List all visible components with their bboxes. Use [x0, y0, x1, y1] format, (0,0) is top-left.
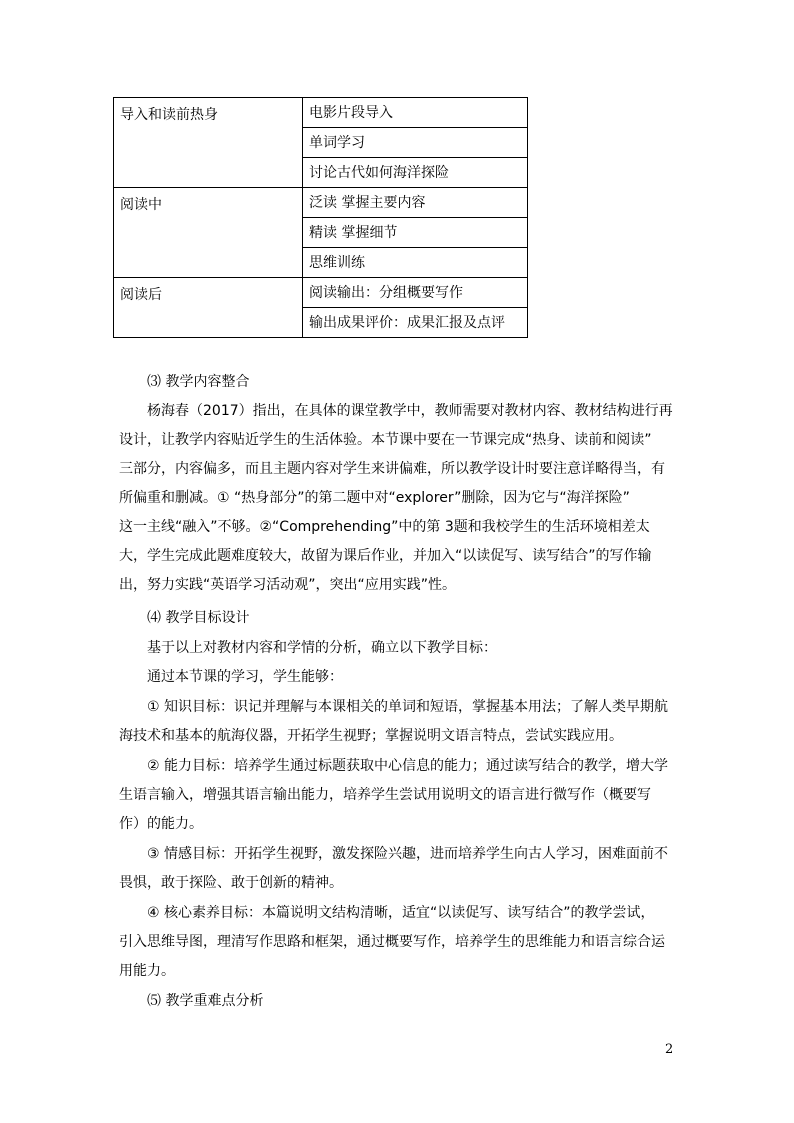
stage-cell: 阅读后 — [114, 278, 303, 338]
activity-cell: 思维训练 — [303, 248, 528, 278]
activity-cell: 阅读输出：分组概要写作 — [303, 278, 528, 308]
paragraph-line: 引入思维导图，理清写作思路和框架，通过概要写作，培养学生的思维能力和语言综合运 — [119, 934, 665, 950]
section-heading: ⑸ 教学重难点分析 — [147, 993, 264, 1009]
paragraph-line: 三部分，内容偏多，而且主题内容对学生来讲偏难，所以教学设计时要注意详略得当，有 — [119, 461, 665, 477]
activity-cell: 电影片段导入 — [303, 98, 528, 128]
paragraph-line: ④ 核心素养目标：本篇说明文结构清晰，适宜“以读促写、读写结合”的教学尝试， — [147, 905, 655, 921]
table-row — [114, 188, 528, 218]
intro-line: 通过本节课的学习，学生能够： — [147, 669, 343, 685]
table-row — [114, 98, 528, 128]
section-heading: ⑷ 教学目标设计 — [147, 610, 250, 626]
paragraph-line: 用能力。 — [119, 963, 175, 979]
paragraph-line: 海技术和基本的航海仪器，开拓学生视野；掌握说明文语言特点，尝试实践应用。 — [119, 728, 623, 744]
paragraph-line: 畏惧，敢于探险、敢于创新的精神。 — [119, 875, 343, 891]
activity-cell: 精读 掌握细节 — [303, 218, 528, 248]
paragraph-line: 出，努力实践“英语学习活动观”，突出“应用实践”性。 — [119, 577, 457, 593]
paragraph-line: 大，学生完成此题难度较大，故留为课后作业，并加入“以读促写、读写结合”的写作输 — [119, 548, 652, 564]
activity-cell: 输出成果评价：成果汇报及点评 — [303, 308, 528, 338]
paragraph-line: ② 能力目标：培养学生通过标题获取中心信息的能力；通过读写结合的教学，增大学 — [147, 758, 668, 774]
paragraph-line: 杨海春（2017）指出，在具体的课堂教学中，教师需要对教材内容、教材结构进行再 — [147, 403, 673, 419]
activity-cell: 泛读 掌握主要内容 — [303, 188, 528, 218]
lesson-plan-table — [113, 97, 528, 338]
page-number: 2 — [665, 1042, 674, 1057]
section-heading: ⑶ 教学内容整合 — [147, 374, 250, 390]
activity-cell: 单词学习 — [303, 128, 528, 158]
table-row — [114, 278, 528, 308]
goal-emotion — [119, 840, 687, 898]
body-paragraph — [119, 397, 687, 600]
paragraph-line: 生语言输入，增强其语言输出能力，培养学生尝试用说明文的语言进行微写作（概要写 — [119, 787, 651, 803]
goal-core-literacy — [119, 899, 687, 986]
stage-cell: 阅读中 — [114, 188, 303, 278]
stage-cell: 导入和读前热身 — [114, 98, 303, 188]
paragraph-line: 这一主线“融入”不够。②“Comprehending”中的第 3题和我校学生的生活环境相差太 — [119, 519, 650, 535]
paragraph-line: ① 知识目标：识记并理解与本课相关的单词和短语，掌握基本用法；了解人类早期航 — [147, 699, 668, 715]
intro-line: 基于以上对教材内容和学情的分析，确立以下教学目标： — [147, 640, 497, 656]
paragraph-line: ③ 情感目标：开拓学生视野，激发探险兴趣，进而培养学生向古人学习，困难面前不 — [147, 846, 668, 862]
goal-knowledge — [119, 693, 687, 751]
paragraph-line: 所偏重和删减。① “热身部分”的第二题中对“explorer”删除，因为它与“海洋探险” — [119, 490, 630, 506]
activity-cell: 讨论古代如何海洋探险 — [303, 158, 528, 188]
paragraph-line: 设计，让教学内容贴近学生的生活体验。本节课中要在一节课完成“热身、读前和阅读” — [119, 432, 652, 448]
goal-ability — [119, 752, 687, 839]
paragraph-line: 作）的能力。 — [119, 816, 203, 832]
